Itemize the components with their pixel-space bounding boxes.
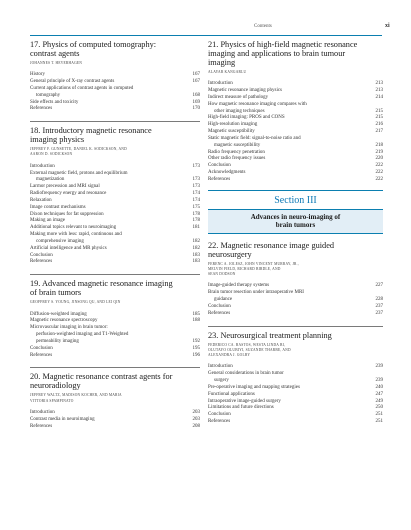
entry-page: 227 [375, 283, 383, 289]
entry-title-line: High-field imaging: PROS and CONS [208, 115, 285, 121]
entry-title-line: Larmor precession and MRI signal [30, 184, 100, 190]
toc-entries [30, 410, 200, 431]
page-number: xi [385, 23, 390, 29]
chapter-title-line: imaging physics [30, 135, 85, 145]
entry-title-line: comprehensive imaging [36, 238, 84, 244]
toc-entry[interactable] [30, 253, 200, 260]
header-rule [30, 35, 382, 36]
entry-title [208, 102, 307, 116]
entry-title-line: Radiofrequency energy and resonance [30, 191, 107, 197]
entry-title [208, 290, 304, 304]
chapter-authors [30, 61, 200, 66]
chapter-title [30, 279, 200, 297]
chapter-block [208, 40, 383, 184]
section-subtitle-line: Advances in neuro-imaging of [250, 212, 341, 221]
entry-title [208, 304, 231, 311]
entry-title-line: Introduction [208, 364, 233, 370]
entry-title [30, 232, 122, 246]
entry-title-line: Diffusion-weighted imaging [30, 311, 87, 317]
toc-entry[interactable] [30, 318, 200, 325]
entry-page: 169 [192, 99, 200, 105]
entry-title [208, 88, 282, 95]
entry-title-line: Conclusion [208, 304, 231, 309]
toc-entry[interactable] [30, 212, 200, 219]
entry-title-line: Image contrast mechanisms [30, 204, 86, 210]
author-line: SEAN DODSON [208, 272, 236, 277]
chapter-title [30, 126, 200, 144]
entry-title [30, 246, 107, 253]
chapter-title-line: neuroradiology [30, 381, 81, 391]
toc-entries [208, 364, 383, 426]
toc-entry[interactable] [30, 353, 200, 360]
entry-page: 213 [375, 88, 383, 94]
entry-title-line: Magnetic susceptibility [208, 129, 255, 135]
entry-title-line: guidance [214, 297, 233, 303]
entry-page: 174 [192, 197, 200, 203]
author-line: VITTORIA SPAMPINATO [30, 398, 74, 403]
entry-title-line: Artificial intelligence and MR physics [30, 245, 107, 251]
entry-title [30, 79, 114, 86]
entry-page: 239 [375, 364, 383, 370]
chapter-title [30, 40, 200, 58]
entry-page: 182 [192, 245, 200, 251]
entry-title-line: Static magnetic field: signal-to-noise ratio and [208, 135, 301, 141]
entry-page: 167 [192, 79, 200, 85]
entry-page: 215 [375, 115, 383, 121]
entry-title [30, 198, 52, 205]
toc-entry[interactable] [30, 424, 200, 431]
entry-title [30, 417, 95, 424]
entry-title [30, 325, 128, 346]
author-line: GEOFFREY S. YOUNG, JINSONG QU, AND LEI QIN [30, 300, 121, 305]
entry-page: 247 [375, 391, 383, 397]
entry-title-line: References [30, 259, 53, 265]
entry-title-line: General principle of X-ray contrast agents [30, 79, 115, 85]
entry-page: 217 [375, 129, 383, 135]
entry-title [30, 106, 52, 113]
entry-title-line: High-resolution imaging [208, 122, 258, 128]
toc-entry[interactable] [30, 259, 200, 266]
toc-entry[interactable] [208, 81, 383, 88]
entry-page: 251 [375, 419, 383, 425]
entry-page: 174 [192, 191, 200, 197]
entry-title-line: other imaging techniques [214, 108, 265, 114]
entry-title [208, 371, 284, 385]
entry-title [208, 419, 230, 426]
entry-title-line: Other radio frequency issues [208, 156, 266, 162]
toc-entry[interactable] [208, 88, 383, 95]
toc-entry[interactable] [30, 79, 200, 86]
toc-entries [208, 81, 383, 184]
entry-title [208, 115, 285, 122]
toc-entry[interactable] [208, 371, 383, 385]
entry-page: 228 [375, 297, 383, 303]
chapter-title-line: 21. Physics of high-field magnetic resonance [208, 40, 358, 49]
entry-title-line: References [30, 106, 53, 112]
entry-title-line: Conclusion [30, 345, 53, 351]
entry-title [208, 405, 274, 412]
entry-title-line: Microvascular imaging in brain tumor: [30, 325, 108, 331]
entry-title-line: Acknowledgments [208, 170, 246, 176]
entry-title-line: tomography [36, 92, 61, 98]
entry-page: 213 [375, 81, 383, 87]
toc-entries [30, 72, 200, 113]
entry-title-line: References [30, 352, 53, 358]
chapter-authors [208, 343, 383, 359]
toc-entry[interactable] [30, 246, 200, 253]
author-line: ALEXANDRA J. GOLBY [208, 353, 251, 358]
entry-title-line: External magnetic field, protons and equilibrium [30, 170, 128, 176]
chapter-block [208, 241, 383, 318]
toc-entry[interactable] [208, 311, 383, 318]
entry-title-line: Side effects and toxicity [30, 99, 79, 105]
toc-entry[interactable] [208, 177, 383, 184]
entry-title [30, 318, 97, 325]
chapter-title-line: of brain tumors [30, 288, 82, 298]
chapter-title-line: 23. Neurosurgical treatment planning [208, 330, 332, 340]
chapter-title-line: 20. Magnetic resonance contrast agents for [30, 372, 173, 382]
entry-page: 218 [375, 142, 383, 148]
entry-page: 167 [192, 72, 200, 78]
entry-page: 195 [192, 345, 200, 351]
section-divider [208, 190, 383, 234]
entry-page: 188 [192, 318, 200, 324]
entry-title [208, 399, 281, 406]
entry-title-line: Magnetic resonance imaging physics [208, 88, 283, 94]
entry-page: 251 [375, 412, 383, 418]
entry-title [30, 346, 53, 353]
entry-title-line: permeability imaging [36, 338, 79, 344]
toc-entry[interactable] [208, 364, 383, 371]
toc-entry[interactable] [208, 156, 383, 163]
toc-entry[interactable] [30, 218, 200, 225]
entry-page: 240 [375, 384, 383, 390]
entry-title [30, 212, 104, 219]
entry-title [208, 156, 265, 163]
toc-entry[interactable] [30, 72, 200, 79]
entry-title-line: magnetic susceptibility [214, 142, 261, 148]
entry-title [30, 86, 133, 100]
entry-page: 219 [375, 149, 383, 155]
chapter-title [208, 331, 383, 340]
entry-title-line: Additional topics relevant to neuroimaging [30, 225, 117, 231]
entry-title [30, 184, 100, 191]
entry-page: 168 [192, 92, 200, 98]
entry-page: 215 [375, 108, 383, 114]
toc-entry[interactable] [30, 410, 200, 417]
entry-title [208, 122, 257, 129]
entry-page: 170 [192, 106, 200, 112]
entry-title-line: Magnetic resonance spectroscopy [30, 318, 98, 324]
entry-page: 182 [192, 238, 200, 244]
entry-title [208, 129, 255, 136]
entry-title-line: References [208, 310, 231, 316]
entry-page: 249 [375, 398, 383, 404]
author-line: JEFFREY WALTZ, MADISON KOCHER, AND MARIA [30, 393, 122, 398]
entry-title-line: References [30, 423, 53, 429]
chapter-title-line: 18. Introductory magnetic resonance [30, 126, 152, 136]
chapter-title [30, 372, 200, 390]
running-head-label: Contents [254, 24, 272, 29]
entry-title [208, 283, 269, 290]
entry-title-line: Contrast media in neuroimaging [30, 416, 95, 422]
toc-entry[interactable] [30, 100, 200, 107]
author-line: JOHANNES T. HEVERHAGEN [30, 61, 83, 65]
toc-entry[interactable] [208, 304, 383, 311]
entry-page: 196 [192, 352, 200, 358]
entry-page: 178 [192, 211, 200, 217]
chapter-authors [30, 147, 200, 157]
entry-title [30, 164, 55, 171]
entry-page: 237 [375, 304, 383, 309]
entry-title-line: Introduction [208, 81, 233, 87]
entry-title-line: Conclusion [30, 252, 53, 258]
author-line: ALAYAR KANGARLU [208, 70, 247, 74]
entry-title-line: Relaxation [30, 197, 52, 203]
entry-page: 185 [192, 311, 200, 317]
entry-title-line: References [208, 177, 231, 183]
entry-title [30, 72, 45, 79]
entry-title [30, 191, 106, 198]
entry-title-line: How magnetic resonance imaging compares with [208, 101, 307, 107]
toc-entry[interactable] [30, 198, 200, 205]
toc-entry[interactable] [208, 392, 383, 399]
entry-page: 239 [375, 377, 383, 383]
chapter-authors [208, 70, 383, 75]
entry-title [208, 136, 301, 150]
chapter-title-line: imaging [208, 58, 236, 67]
entry-page: 173 [192, 163, 200, 169]
toc-entry[interactable] [30, 191, 200, 198]
toc-entry[interactable] [30, 164, 200, 171]
chapter-block [208, 326, 383, 426]
right-column [208, 40, 383, 426]
author-line: OLUTAYO OLUBIYI, SUZANDE THARBE, AND [208, 347, 291, 352]
entry-title [208, 177, 230, 184]
entry-page: 222 [375, 177, 383, 183]
entry-title-line: Functional applications [208, 391, 255, 397]
toc-entry[interactable] [208, 150, 383, 157]
toc-entry[interactable] [208, 170, 383, 177]
toc-entry[interactable] [30, 184, 200, 191]
chapter-authors [208, 262, 383, 278]
entry-page: 175 [192, 204, 200, 210]
toc-entry[interactable] [208, 102, 383, 116]
entry-title-line: Limitations and future directions [208, 405, 274, 411]
toc-entries [208, 283, 383, 317]
entry-title [30, 353, 52, 360]
toc-entry[interactable] [30, 346, 200, 353]
section-subtitle-line: brain tumors [275, 220, 316, 229]
entry-title [208, 412, 231, 419]
entry-title-line: References [208, 419, 231, 425]
entry-page: 216 [375, 122, 383, 128]
entry-title-line: perfusion-weighted imaging and T1-Weighted [36, 332, 129, 338]
entry-title-line: Radio frequency penetration [208, 149, 265, 155]
section-subtitle [208, 209, 383, 234]
toc-entry[interactable] [30, 325, 200, 346]
toc-entry[interactable] [208, 399, 383, 406]
entry-title-line: Making an image [30, 218, 65, 224]
entry-title-line: Indirect measure of pathology [208, 94, 269, 100]
entry-title-line: Making more with less: rapid, continuous and [30, 232, 122, 238]
entry-title-line: Current applications of contrast agents in computed [30, 85, 134, 91]
entry-page: 183 [192, 252, 200, 258]
author-line: FEDERICO CA. BASTOS, WESTA LINDA BI, [208, 342, 286, 347]
toc-entry[interactable] [208, 385, 383, 392]
chapter-block [30, 121, 200, 266]
entry-title [30, 218, 65, 225]
entry-title [208, 163, 231, 170]
toc-entry[interactable] [208, 419, 383, 426]
entry-title [208, 311, 230, 318]
entry-page: 208 [192, 423, 200, 429]
entry-page: 220 [375, 156, 383, 162]
entry-page: 181 [192, 225, 200, 231]
toc-entry[interactable] [30, 171, 200, 185]
toc-entry[interactable] [30, 225, 200, 232]
chapter-block [30, 367, 200, 430]
entry-page: 183 [192, 259, 200, 265]
entry-title-line: Intraoperative image-guided surgery [208, 398, 281, 404]
toc-entries [30, 164, 200, 267]
entry-title [30, 100, 78, 107]
entry-page: 222 [375, 170, 383, 176]
entry-title [30, 253, 53, 260]
entry-title-line: Introduction [30, 163, 55, 169]
author-line: FERENC A. JOLESZ, JOHN VINCENT MURRAY, JR., [208, 261, 299, 266]
entry-title [30, 205, 86, 212]
entry-title [30, 259, 52, 266]
toc-entry[interactable] [30, 106, 200, 113]
toc-entry[interactable] [30, 417, 200, 424]
running-head [0, 24, 411, 34]
chapter-title-line: contrast agents [30, 49, 80, 58]
entry-title [208, 364, 233, 371]
entry-title [30, 312, 87, 319]
entry-title-line: Brain tumor resection under intraoperative MRI [208, 290, 304, 296]
entry-title [30, 424, 52, 431]
chapter-title-line: 19. Advanced magnetic resonance imaging [30, 279, 173, 289]
entry-page: 203 [192, 416, 200, 422]
entry-title [208, 170, 246, 177]
chapter-title [208, 241, 383, 259]
entry-title-line: History [30, 72, 45, 78]
toc-entry[interactable] [208, 129, 383, 136]
entry-title [30, 410, 55, 417]
author-line: AARON D. SODICKSON [30, 152, 73, 157]
section-label: Section III [274, 194, 317, 206]
chapter-block [30, 40, 200, 113]
chapter-title-line: imaging and applications to brain tumour [208, 49, 346, 58]
chapter-authors [30, 300, 200, 305]
toc-entry[interactable] [208, 95, 383, 102]
entry-page: 222 [375, 163, 383, 169]
toc-entry[interactable] [208, 290, 383, 304]
entry-title [208, 385, 300, 392]
toc-entry[interactable] [30, 312, 200, 319]
entry-page: 203 [192, 409, 200, 415]
entry-page: 173 [192, 184, 200, 190]
entry-title-line: Conclusion [208, 412, 231, 418]
entry-page: 178 [192, 218, 200, 224]
entry-title-line: Conclusion [208, 163, 231, 169]
toc-entry[interactable] [208, 115, 383, 122]
entry-title-line: General considerations in brain tumor [208, 371, 284, 377]
left-column [30, 40, 200, 430]
entry-title-line: Dixon techniques for fat suppression [30, 211, 104, 217]
chapter-title-line: 22. Magnetic resonance image guided [208, 240, 335, 250]
toc-entry[interactable] [208, 136, 383, 150]
toc-entry[interactable] [30, 86, 200, 100]
entry-title [208, 392, 255, 399]
entry-title-line: Pre-operative imaging and mapping strategies [208, 384, 300, 390]
entry-title [208, 150, 265, 157]
author-line: MELVIN FIELD, RICHARD BIRDLE, AND [208, 267, 281, 272]
toc-entry[interactable] [30, 232, 200, 246]
entry-title [30, 225, 116, 232]
entry-page: 173 [192, 177, 200, 183]
toc-entries [30, 312, 200, 360]
entry-page: 250 [375, 405, 383, 411]
toc-entry[interactable] [208, 122, 383, 129]
entry-title-line: Introduction [30, 409, 55, 415]
entry-title-line: Image-guided therapy systems [208, 283, 270, 289]
toc-entry[interactable] [208, 412, 383, 419]
chapter-block [30, 274, 200, 359]
entry-title [208, 95, 268, 102]
author-line: JEFFREY F. GUNSETTE, DANIEL K. SODICKSON, AND [30, 147, 127, 152]
entry-title [30, 171, 127, 185]
toc-entry[interactable] [208, 405, 383, 412]
toc-entry[interactable] [208, 163, 383, 170]
entry-title-line: surgery [214, 377, 229, 383]
chapter-authors [30, 393, 200, 403]
toc-entry[interactable] [208, 283, 383, 290]
entry-page: 214 [375, 94, 383, 100]
entry-page: 192 [192, 338, 200, 344]
entry-title [208, 81, 233, 88]
toc-entry[interactable] [30, 205, 200, 212]
entry-page: 237 [375, 310, 383, 316]
entry-title-line: magnetization [36, 177, 65, 183]
chapter-title [208, 40, 383, 67]
chapter-title-line: 17. Physics of computed tomography: [30, 40, 157, 49]
chapter-title-line: neurosurgery [208, 249, 252, 259]
